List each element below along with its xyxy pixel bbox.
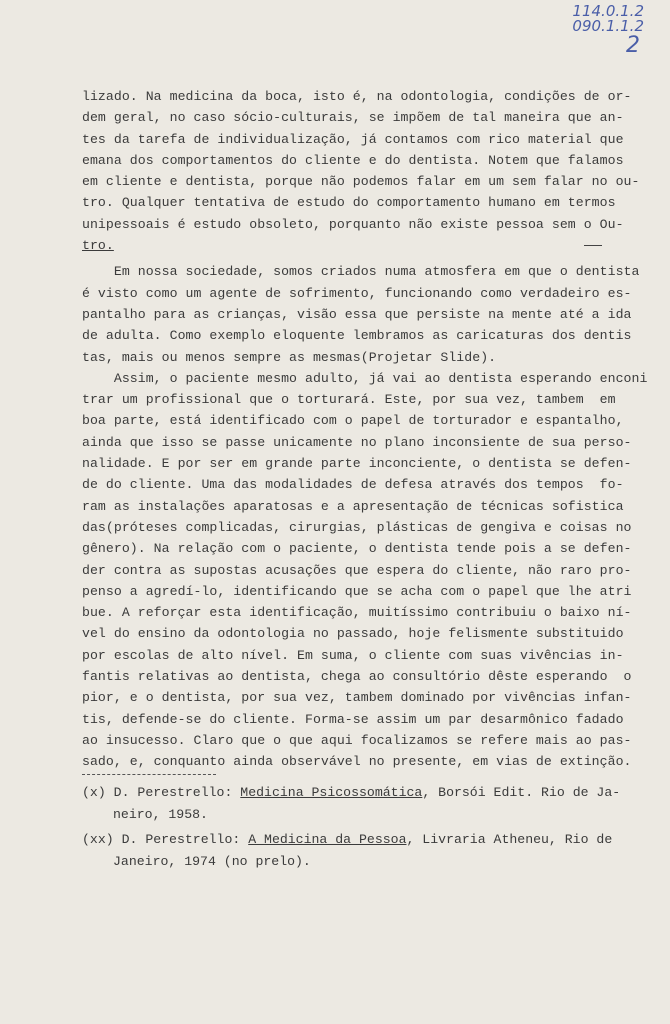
footnote-author: D. Perestrello:	[121, 832, 249, 847]
text-line: ao insucesso. Claro que o que aqui focalizamos se refere mais ao pas-	[82, 732, 632, 748]
text-line: das(próteses complicadas, cirurgias, plásticas de gengiva e coisas no	[82, 519, 632, 535]
footnote-continuation: Janeiro, 1974 (no prelo).	[113, 853, 311, 869]
text-line: nalidade. E por ser em grande parte inconciente, o dentista se defen-	[82, 456, 632, 472]
text-line-last	[82, 235, 648, 256]
text-line: tas, mais ou menos sempre as mesmas(Projetar Slide).	[82, 349, 497, 365]
archive-code-2: 090.1.1.2	[572, 17, 644, 35]
text-line: bue. A reforçar esta identificação, muitíssimo contribuiu o baixo ní-	[82, 605, 632, 621]
footnote-author: D. Perestrello:	[113, 785, 241, 800]
end-mark	[584, 245, 602, 246]
text-line: trar um profissional que o torturará. Este, por sua vez, tambem em	[82, 392, 616, 408]
text-line: unipessoais é estudo obsoleto, porquanto não existe pessoa sem o Ou-	[82, 216, 624, 232]
text-line: ainda que isso se passe unicamente no plano inconsiente de sua perso-	[82, 434, 632, 450]
footnote-line	[82, 782, 648, 804]
text-line: dem geral, no caso sócio-culturais, se impõem de tal maneira que an-	[82, 110, 624, 126]
text-line: de do cliente. Uma das modalidades de defesa através dos tempos fo-	[82, 477, 624, 493]
text-line: tis, defende-se do cliente. Forma-se assim um par desarmônico fadado	[82, 711, 624, 727]
footnote-rest: , Borsói Edit. Rio de Ja-	[422, 785, 621, 800]
footnote-divider	[82, 774, 216, 775]
text-line: em cliente e dentista, porque não podemos falar em um sem falar no ou-	[82, 174, 640, 190]
footnote-2	[82, 829, 648, 872]
text-line: de adulta. Como exemplo eloquente lembramos as caricaturas dos dentis	[82, 328, 632, 344]
text-line: vel do ensino da odontologia no passado, hoje felismente substituido	[82, 626, 624, 642]
footnote-marker: (xx)	[82, 832, 114, 847]
footnote-1	[82, 782, 648, 825]
archive-code-1: 114.0.1.2	[572, 2, 644, 20]
paragraph-1	[82, 86, 648, 256]
text-line: sado, e, conquanto ainda observável no presente, em vias de extinção.	[82, 754, 632, 770]
footnote-marker: (x)	[82, 785, 106, 800]
paragraph-2	[82, 261, 648, 367]
text-line: Em nossa sociedade, somos criados numa atmosfera em que o dentista	[82, 264, 640, 280]
footnote-line	[82, 829, 648, 851]
text-line: tes da tarefa de individualização, já contamos com rico material que	[82, 131, 624, 147]
text-line: der contra as supostas acusações que espera do cliente, não raro pro-	[82, 562, 632, 578]
text-line: pantalho para as crianças, visão essa que persiste na mente até a ida	[82, 306, 632, 322]
text-line: tro. Qualquer tentativa de estudo do comportamento humano em termos	[82, 195, 616, 211]
text-line: tro.	[82, 238, 114, 254]
text-line: Assim, o paciente mesmo adulto, já vai ao dentista esperando enconi	[82, 370, 648, 386]
page-number: 2	[626, 33, 640, 58]
paragraph-3	[82, 368, 648, 773]
footnote-rest: , Livraria Atheneu, Rio de	[406, 832, 613, 847]
text-line: lizado. Na medicina da boca, isto é, na odontologia, condições de or-	[82, 89, 632, 104]
footnote-continuation: neiro, 1958.	[113, 806, 208, 822]
text-line: pior, e o dentista, por sua vez, tambem dominado por vivências infan-	[82, 690, 632, 706]
text-line: fantis relativas ao dentista, chega ao consultório dêste esperando o	[82, 669, 632, 685]
text-line: penso a agredí-lo, identificando que se acha com o papel que lhe atri	[82, 583, 632, 599]
body-text	[82, 86, 648, 773]
text-line: gênero). Na relação com o paciente, o dentista tende pois a se defen-	[82, 541, 632, 557]
text-line: por escolas de alto nível. Em suma, o cliente com suas vivências in-	[82, 647, 624, 663]
archive-reference	[572, 4, 644, 58]
text-line: é visto como um agente de sofrimento, funcionando como verdadeiro es-	[82, 285, 632, 301]
footnote-title: A Medicina da Pessoa	[248, 832, 407, 847]
footnote-title: Medicina Psicossomática	[240, 785, 423, 800]
text-line: emana dos comportamentos do cliente e do dentista. Notem que falamos	[82, 152, 624, 168]
text-line: ram as instalações aparatosas e a apresentação de técnicas sofistica	[82, 498, 624, 514]
footnotes	[82, 782, 648, 872]
text-line: boa parte, está identificado com o papel de torturador e espantalho,	[82, 413, 624, 429]
